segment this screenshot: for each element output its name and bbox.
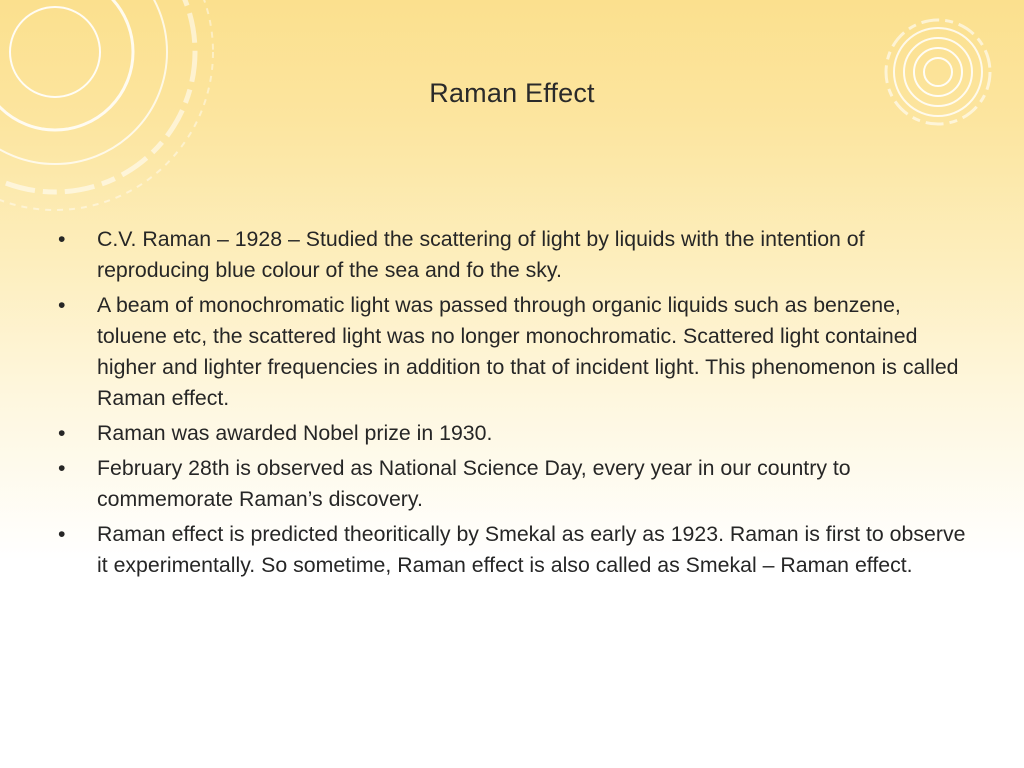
bullet-item [58,290,968,414]
bullet-text: February 28th is observed as National Science Day, every year in our country to commemorate Raman’s discovery. [97,456,851,511]
bullet-text: Raman effect is predicted theoritically by Smekal as early as 1923. Raman is first to observe it experimentally. So sometime, Raman effect is also called as Smekal – Raman effect. [97,522,966,577]
bullet-text: Raman was awarded Nobel prize in 1930. [97,421,493,445]
bullet-item [58,418,968,449]
bullet-marker: • [58,421,66,445]
bullet-marker: • [58,522,66,546]
slide-title: Raman Effect [429,78,595,108]
bullet-text: A beam of monochromatic light was passed through organic liquids such as benzene, toluene etc, the scattered light was no longer monochromatic. Scattered light contained higher and lighter frequencies in addition to that of incident light. This phenomenon is called Raman effect. [97,293,959,410]
bullet-marker: • [58,227,66,251]
bullet-marker: • [58,456,66,480]
bullet-item [58,519,968,581]
bullet-list [58,224,968,585]
bullet-marker: • [58,293,66,317]
bullet-text: C.V. Raman – 1928 – Studied the scattering of light by liquids with the intention of reproducing blue colour of the sea and fo the sky. [97,227,865,282]
bullet-item [58,224,968,286]
bullet-item [58,453,968,515]
